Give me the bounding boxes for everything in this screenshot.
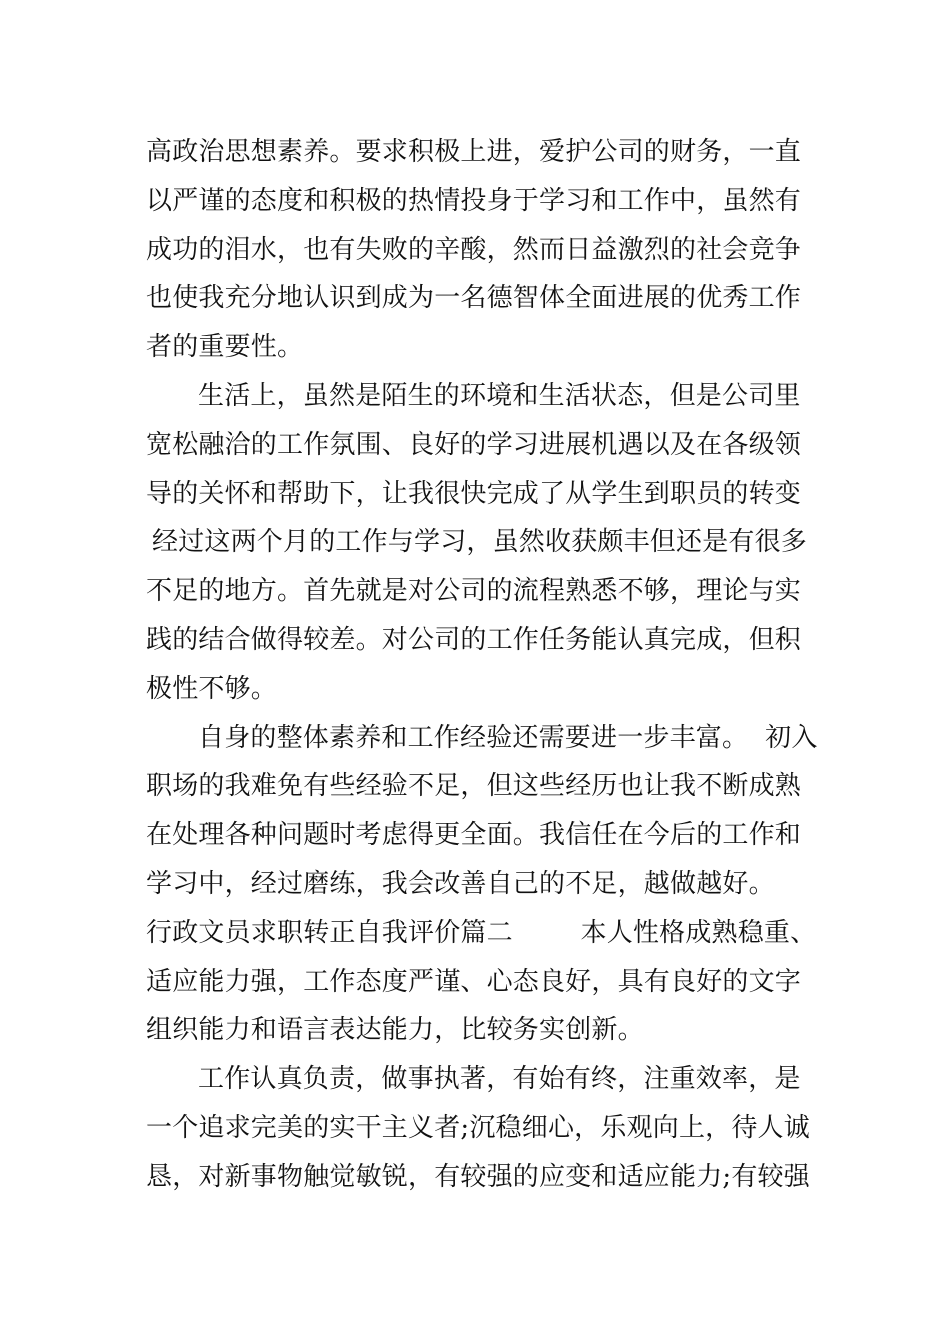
text-line: 在处理各种问题时考虑得更全面。我信任在今后的工作和 [146,820,802,851]
text-line: 宽松融洽的工作氛围、良好的学习进展机遇以及在各级领 [146,429,802,460]
text-line: 成功的泪水，也有失败的辛酸，然而日益激烈的社会竞争 [146,234,802,265]
text-line: 高政治思想素养。要求积极上进，爱护公司的财务，一直 [146,137,802,167]
text-line: 恳，对新事物触觉敏锐，有较强的应变和适应能力;有较强 [146,1161,810,1192]
text-line: 者的重要性。 [146,332,304,363]
text-line: 极性不够。 [146,673,278,704]
text-line: 一个追求完美的实干主义者;沉稳细心，乐观向上，待人诚 [146,1112,810,1143]
text-line: 适应能力强，工作态度严谨、心态良好，具有良好的文字 [146,966,802,997]
text-line: 不足的地方。首先就是对公司的流程熟悉不够，理论与实 [146,576,802,607]
text-line: 学习中，经过磨练，我会改善自己的不足，越做越好。 [146,868,775,899]
section-heading-line: 行政文员求职转正自我评价篇二 本人性格成熟稳重、 [146,917,817,948]
text-line: 组织能力和语言表达能力，比较务实创新。 [146,1015,644,1046]
paragraph-first-line: 生活上，虽然是陌生的环境和生活状态，但是公司里 [198,380,801,411]
text-line: 经过这两个月的工作与学习，虽然收获颇丰但还是有很多 [152,527,808,558]
text-line: 导的关怀和帮助下，让我很快完成了从学生到职员的转变 [146,478,802,509]
text-line: 也使我充分地认识到成为一名德智体全面进展的优秀工作 [146,283,802,314]
paragraph-first-line: 工作认真负责，做事执著，有始有终，注重效率，是 [198,1064,801,1095]
text-line: 职场的我难免有些经验不足，但这些经历也让我不断成熟 [146,771,802,802]
paragraph-first-line: 自身的整体素养和工作经验还需要进一步丰富。 初入 [198,722,818,753]
document-body [146,128,818,1202]
text-line: 践的结合做得较差。对公司的工作任务能认真完成，但积 [146,624,802,655]
text-line: 以严谨的态度和积极的热情投身于学习和工作中，虽然有 [146,185,802,216]
